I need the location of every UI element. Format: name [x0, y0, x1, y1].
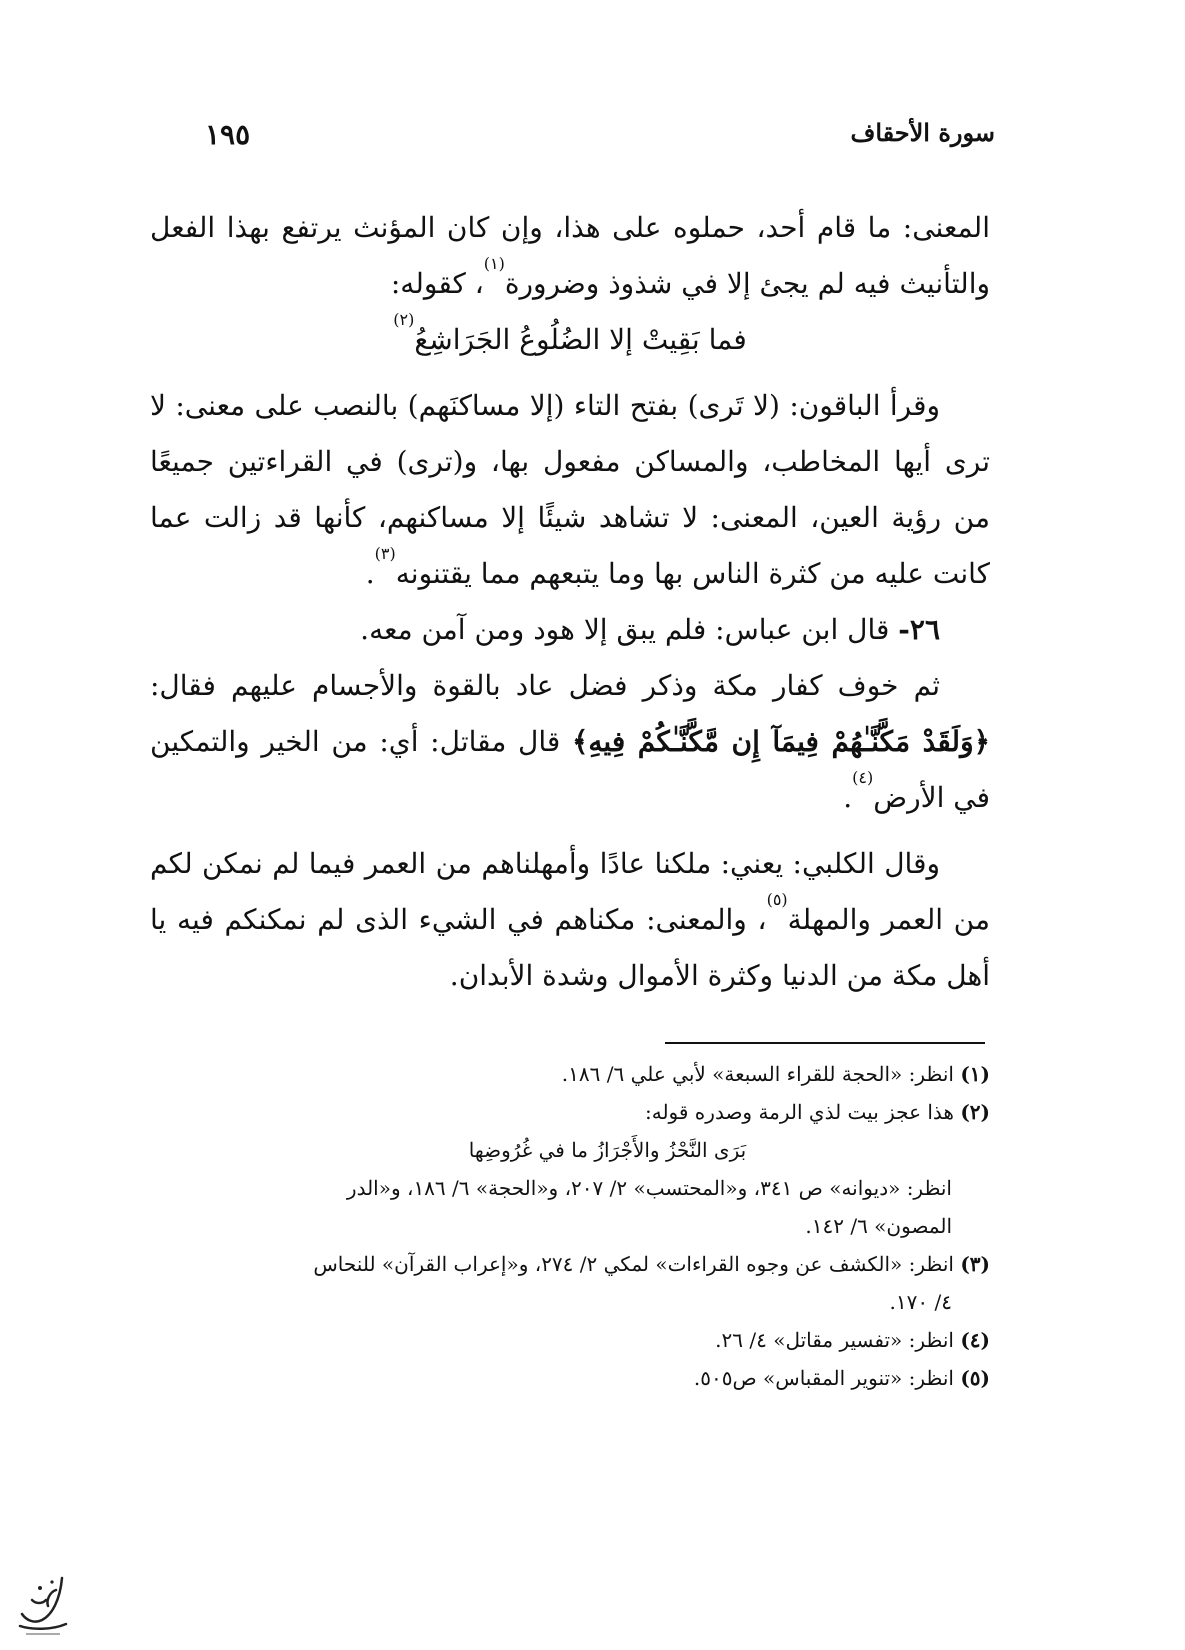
- footnote-ref-1[interactable]: (١): [483, 254, 505, 273]
- footnote-5: [145, 1359, 990, 1397]
- footnote-2-ref-b: المصون» ٦/ ١٤٢.: [805, 1214, 952, 1238]
- verse-number: ٢٦-: [898, 613, 940, 646]
- paragraph-4: [150, 658, 990, 826]
- p4-end: .: [843, 781, 853, 814]
- paragraph-5: [150, 836, 990, 1004]
- page-number: ١٩٥: [205, 118, 251, 151]
- footnote-divider: [665, 1042, 985, 1044]
- paragraph-3: [150, 602, 990, 658]
- p1-line-1: المعنى: ما قام أحد، حملوه على هذا، وإن كان المؤنث يرتفع بهذا الفعل: [150, 211, 990, 244]
- p2-text: وقرأ الباقون: (لا تَرى) بفتح التاء (إلا مساكنَهم) بالنصب على معنى: لا ترى أيها المخاطب، والمساكن مفعول بها، و(ترى) في القراءتين جميعًا من رؤية العين، المعنى: لا تشاهد شيئًا إلا مساكنهم، كأنها قد زالت عما كانت عليه من كثرة الناس بها وما يتبعهم مما يقتنونه: [150, 389, 990, 590]
- footnote-2-ref-a: انظر: «ديوانه» ص ٣٤١، و«المحتسب» ٢/ ٢٠٧، و«الحجة» ٦/ ١٨٦، و«الدر: [346, 1176, 952, 1200]
- library-logo-svg: [12, 1570, 72, 1645]
- p1-line-2a: والتأنيث فيه لم يجئ إلا في شذوذ وضرورة: [504, 267, 990, 300]
- footnote-2: [145, 1093, 990, 1131]
- surah-title: سورة الأحقاف: [850, 118, 995, 147]
- p5-text-b: ، والمعنى: مكناهم في الشيء الذى لم نمكنكم فيه يا أهل مكة من الدنيا وكثرة الأموال وشدة الأبدان.: [150, 903, 990, 992]
- footnote-1-number: (١): [960, 1062, 990, 1086]
- footnote-ref-4[interactable]: (٤): [852, 768, 874, 787]
- footnote-ref-5[interactable]: (٥): [766, 890, 788, 909]
- footnote-ref-3[interactable]: (٣): [374, 544, 396, 563]
- main-text: [150, 200, 990, 1004]
- footnote-5-number: (٥): [960, 1366, 990, 1390]
- footnote-ref-2[interactable]: (٢): [393, 310, 415, 329]
- page-header: [205, 118, 995, 158]
- quran-quote: ﴿وَلَقَدْ مَكَّنَّـٰهُمْ فِيمَآ إِن مَّكَّنَّـٰكُمْ فِيهِ﴾: [571, 725, 990, 758]
- library-logo-icon: [12, 1570, 72, 1645]
- footnote-1: [145, 1055, 990, 1093]
- footnote-4-number: (٤): [960, 1328, 990, 1352]
- p1-line-2b: ، كقوله:: [390, 267, 484, 300]
- p4-text-b: قال مقاتل: أي: من الخير والتمكين في الأرض: [150, 725, 990, 814]
- footnote-3-cont: ٤/ ١٧٠.: [889, 1290, 952, 1314]
- footnote-5-text: انظر: «تنوير المقباس» ص٥٠٥.: [693, 1366, 961, 1390]
- p2-end: .: [365, 557, 375, 590]
- footnote-1-text: انظر: «الحجة للقراء السبعة» لأبي علي ٦/ ١٨٦.: [561, 1062, 961, 1086]
- footnote-2-verse: بَرَى النَّحْزُ والأَجْرَازُ ما في غُرُوضِها: [468, 1138, 747, 1162]
- footnote-4: [145, 1321, 990, 1359]
- footnote-4-text: انظر: «تفسير مقاتل» ٤/ ٢٦.: [715, 1328, 961, 1352]
- paragraph-1: [150, 200, 990, 312]
- p3-text: قال ابن عباس: فلم يبق إلا هود ومن آمن معه.: [360, 613, 899, 646]
- footnote-2-number: (٢): [960, 1100, 990, 1124]
- poetry-verse: [150, 312, 990, 368]
- paragraph-2: [150, 378, 990, 602]
- footnote-2-text: هذا عجز بيت لذي الرمة وصدره قوله:: [645, 1100, 961, 1124]
- footnote-3-text: انظر: «الكشف عن وجوه القراءات» لمكي ٢/ ٢٧٤، و«إعراب القرآن» للنحاس: [313, 1252, 961, 1276]
- footnotes: [145, 1055, 990, 1397]
- footnote-3-number: (٣): [960, 1252, 990, 1276]
- p5-text-a: وقال الكلبي: يعني: ملكنا عادًا وأمهلناهم من العمر فيما لم نمكن لكم من العمر والمهلة: [150, 847, 990, 936]
- footnote-3: [145, 1245, 990, 1283]
- verse-text: فما بَقِيتْ إلا الضُلُوعُ الجَرَاشِعُ: [414, 323, 747, 356]
- p4-text-a: ثم خوف كفار مكة وذكر فضل عاد بالقوة والأجسام عليهم فقال:: [150, 669, 941, 702]
